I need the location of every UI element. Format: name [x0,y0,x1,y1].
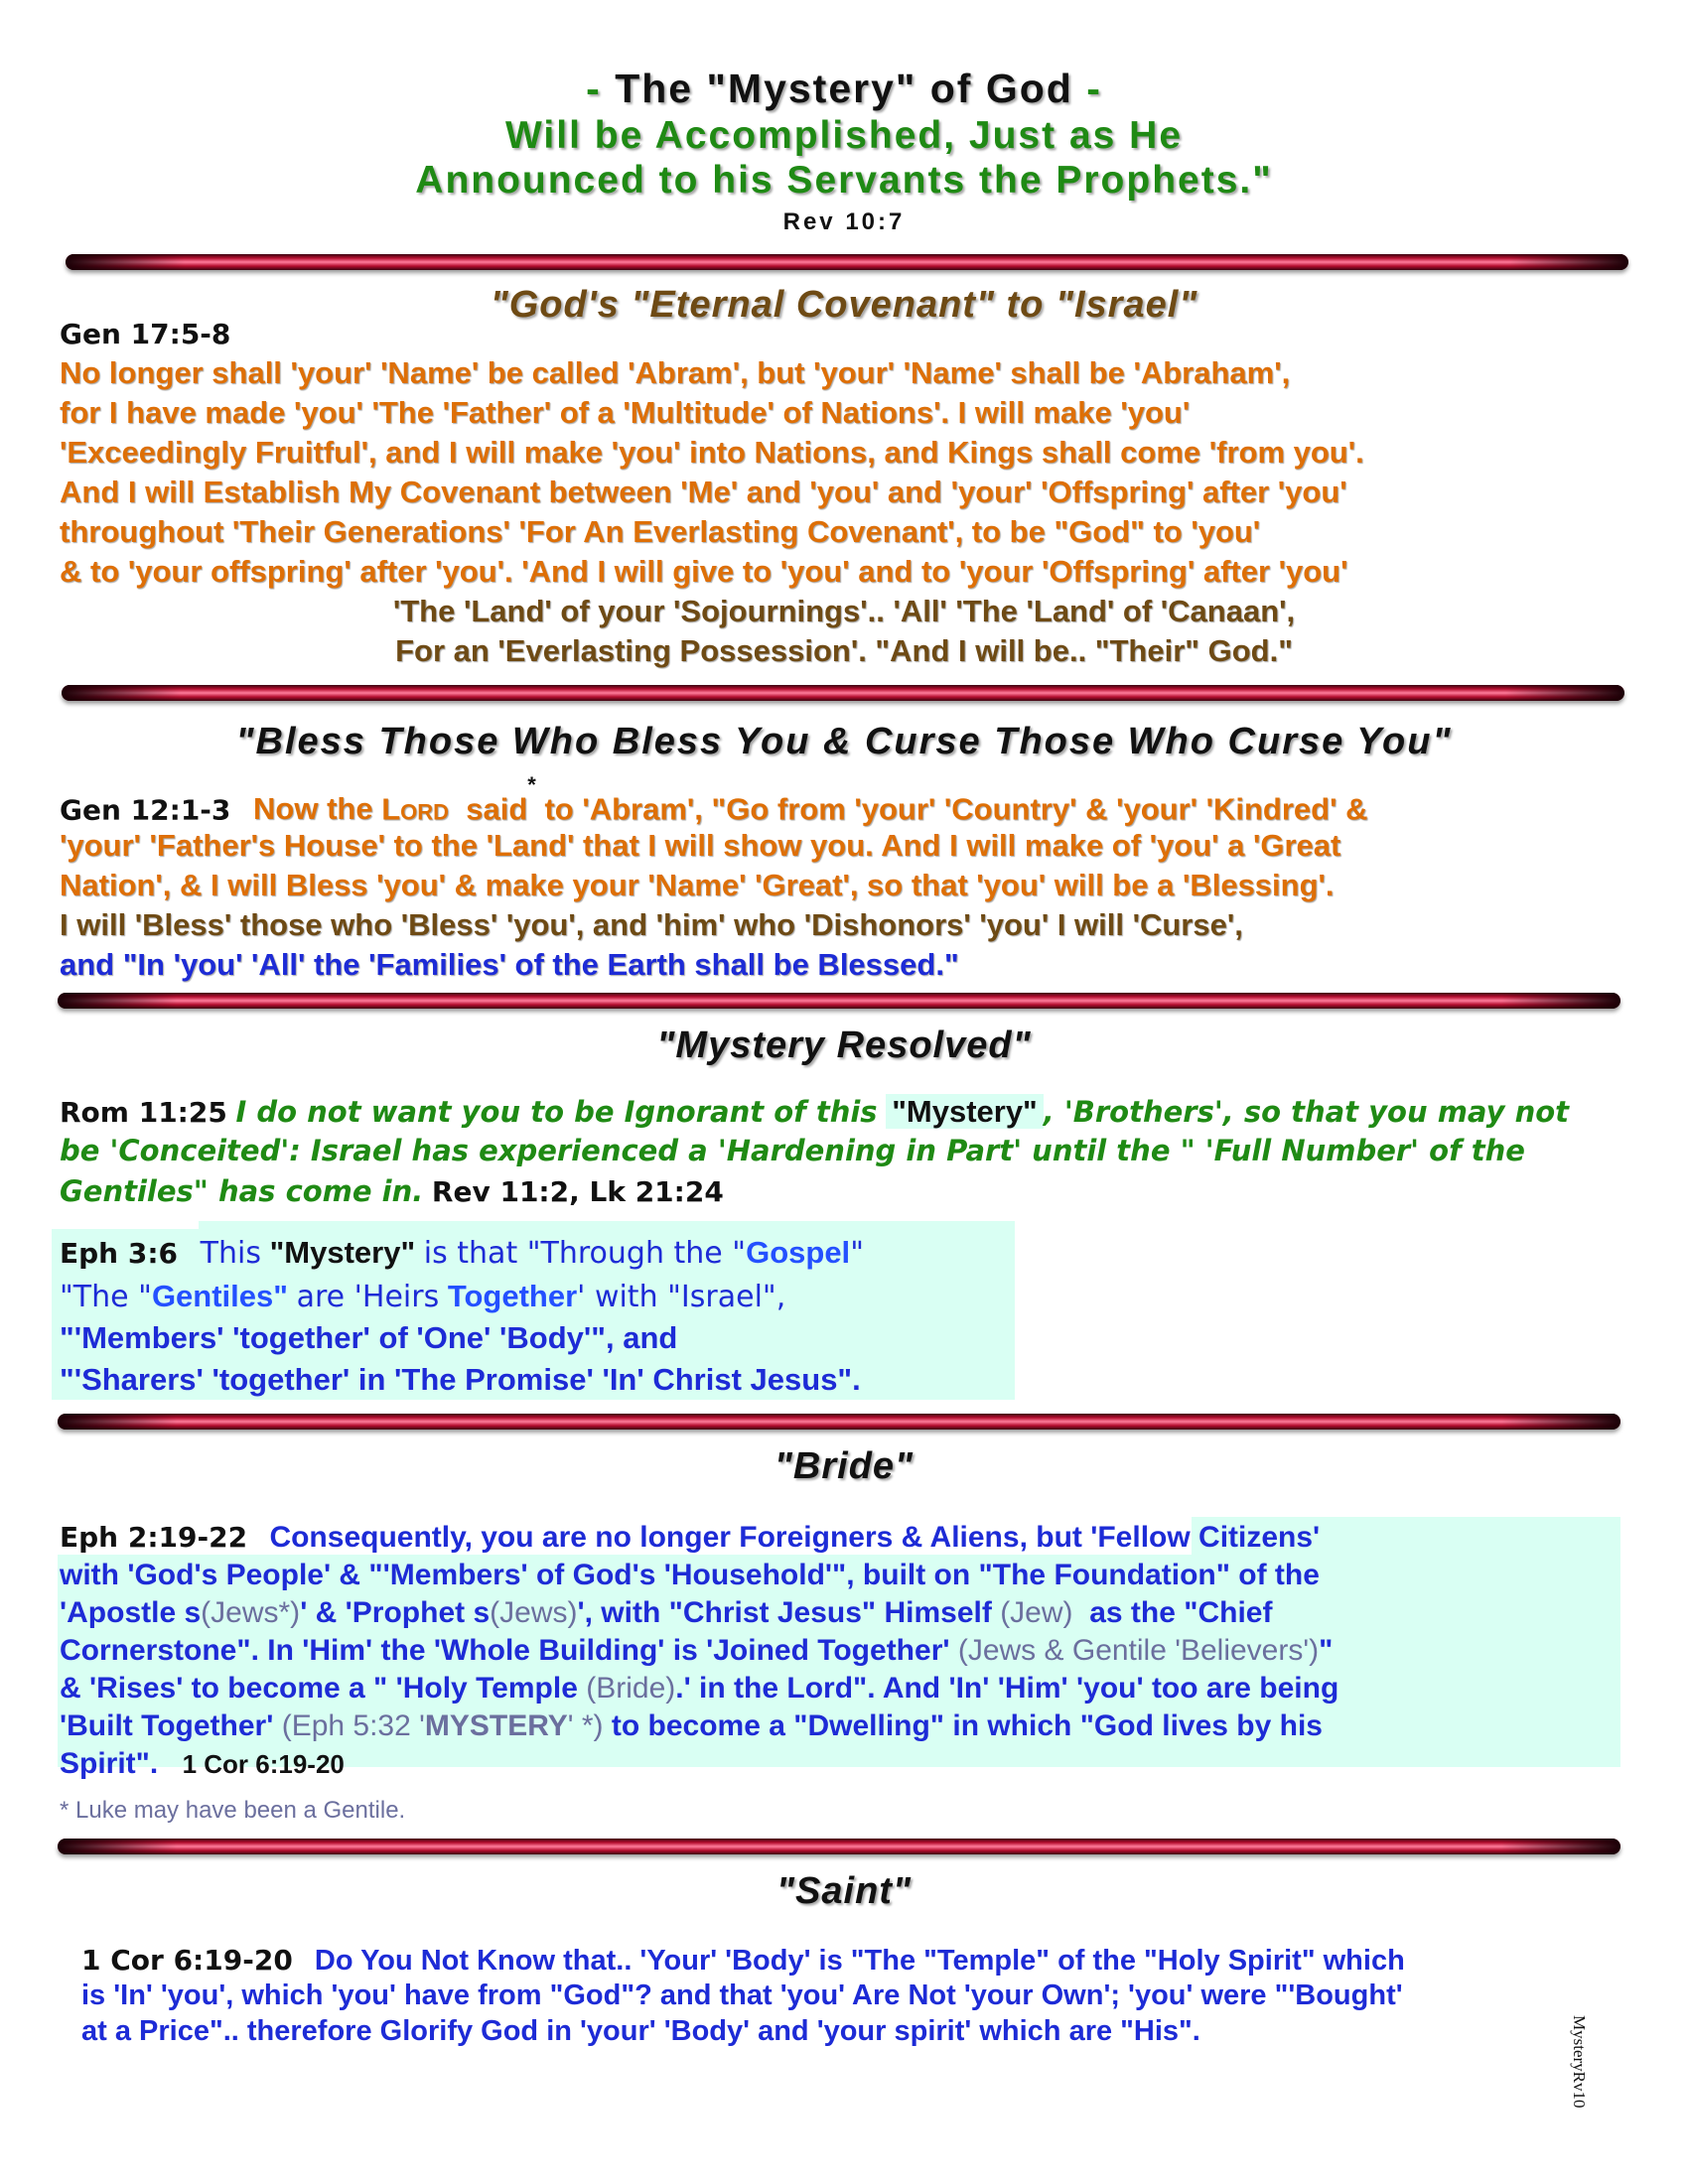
lord-initial: L [381,791,401,827]
rom-reference: Rom 11:25 [60,1096,227,1129]
bride-line-3-jews-1: (Jews*) [201,1596,301,1629]
bride-line-1-b: but 'Fellow Citizens' [1027,1521,1321,1554]
bride-line-3 [60,1596,1272,1630]
rom-line-3-text: Gentiles" has come in. [60,1174,424,1208]
bride-line-6 [60,1709,1323,1743]
covenant-reference: Gen 17:5-8 [60,318,231,350]
bride-line-5-b: .' in the Lord". And 'In' 'Him' 'you' too are being [675,1672,1339,1705]
bless-title: "Bless Those Who Bless You & Curse Those Who Curse You" [235,721,1453,762]
bless-line-5: and "In 'you' 'All' the 'Families' of the Earth shall be Blessed." [60,947,959,982]
bless-reference: Gen 12:1-3 [60,793,231,827]
bride-line-3-jew: (Jew) [991,1596,1073,1629]
covenant-title: "God's "Eternal Covenant" to "Israel" [490,284,1198,326]
header-reference: Rev 10:7 [782,208,906,235]
bride-line-7-reference: 1 Cor 6:19-20 [182,1749,345,1779]
bride-line-6-b: to become a "Dwelling" in which "God lives by his [603,1709,1323,1742]
bride-line-7 [60,1747,345,1781]
bride-line-5 [60,1672,1338,1706]
divider-5 [58,1839,1620,1854]
subtitle-line-1: Will be Accomplished, Just as He [504,114,1184,157]
bride-line-3-jews-2: (Jews) [490,1596,578,1629]
side-file-label: MysteryRv10 [1570,2015,1589,2109]
rom-text-b: , 'Brothers', so that you may not [1043,1095,1570,1129]
bride-line-6-a: 'Built Together' [60,1709,274,1742]
rom-line-2: be 'Conceited': Israel has experienced a 'Hardening in Part' until the " 'Full Number' of the [60,1134,1525,1167]
bride-line-4-b: " [1319,1634,1334,1667]
bless-asterisk: * [527,772,536,797]
bless-line-4: I will 'Bless' those who 'Bless' 'you', and 'him' who 'Dishonors' 'you' I will 'Curse', [60,907,1243,942]
bless-line-1-b: said [449,791,528,827]
covenant-closing-2: For an 'Everlasting Possession'. "And I will be.. "Their" God." [395,633,1293,668]
eph-3-6-mystery: "Mystery" [269,1235,416,1270]
divider-1 [66,254,1628,270]
bride-reference: Eph 2:19-22 [60,1521,248,1554]
bride-line-3-a: 'Apostle s [60,1596,202,1629]
bride-line-7-a: Spirit". [60,1747,159,1780]
eph-3-6-text-b: is that "Through the " [423,1236,747,1271]
covenant-line-5: throughout 'Their Generations' 'For An Everlasting Covenant', to be "God" to 'you' [60,514,1261,549]
rom-text-a: I do not want you to be Ignorant of this [235,1095,878,1129]
saint-reference: 1 Cor 6:19-20 [81,1944,293,1977]
bless-line-1-a: Now the [253,791,382,827]
bless-line-3: Nation', & I will Bless 'you' & make your 'Name' 'Great', so that 'you' will be a 'Blessing'. [60,868,1335,902]
saint-line-3: at a Price".. therefore Glorify God in 'your' 'Body' and 'your spirit' which are "His". [81,2015,1200,2047]
eph-3-6-text-c: " [850,1236,864,1271]
divider-3 [58,993,1620,1009]
eph-3-6-line-2 [60,1279,785,1314]
bride-line-6-mystery: MYSTERY [424,1709,568,1742]
page-title [0,66,1688,112]
bride-line-6-grey-2: ' *) [567,1709,604,1742]
title-dash-left: - [586,66,602,111]
bride-line-4-grey: (Jews & Gentile 'Believers') [949,1634,1320,1667]
divider-4 [58,1414,1620,1430]
mystery-resolved-title: "Mystery Resolved" [656,1024,1032,1066]
rom-line-1 [60,1094,1569,1130]
eph-3-6-reference: Eph 3:6 [60,1237,179,1270]
eph-3-6-line-2-b: are 'Heirs [296,1280,440,1314]
saint-line-1 [81,1944,1405,1978]
bride-line-2: with 'God's People' & "'Members' of God's 'Household'", built on "The Foundation" of the [60,1559,1320,1591]
saint-line-1-text: Do You Not Know that.. 'Your' 'Body' is "The "Temple" of the "Holy Spirit" which [314,1945,1405,1977]
title-text: The "Mystery" of God [615,66,1073,111]
bride-line-5-a: & 'Rises' to become a " 'Holy Temple [60,1672,578,1705]
bride-line-3-b: ' & 'Prophet s [300,1596,491,1629]
bride-title: "Bride" [774,1445,914,1487]
divider-2 [62,685,1624,701]
rom-cross-references: Rev 11:2, Lk 21:24 [431,1175,724,1208]
covenant-line-6: & to 'your offspring' after 'you'. 'And I will give to 'you' and to 'your 'Offspring' after 'you' [60,554,1348,589]
covenant-line-3: 'Exceedingly Fruitful', and I will make 'you' into Nations, and Kings shall come 'from you'. [60,435,1364,470]
saint-title: "Saint" [776,1870,912,1912]
eph-3-6-line-3: "'Members' 'together' of 'One' 'Body'", and [60,1320,678,1355]
bride-line-4 [60,1634,1333,1668]
eph-3-6-line-2-c: ' with "Israel", [577,1280,786,1314]
covenant-line-4: And I will Establish My Covenant between 'Me' and 'you' and 'your' 'Offspring' after 'you' [60,475,1347,509]
bride-line-3-d: as the "Chief [1072,1596,1273,1629]
eph-3-6-highlight-tab [199,1221,1015,1233]
eph-3-6-text-a: This [200,1236,261,1271]
bless-line-2: 'your' 'Father's House' to the 'Land' that I will show you. And I will make of 'you' a 'Great [60,828,1341,863]
subtitle-line-2: Announced to his Servants the Prophets." [415,159,1273,202]
eph-3-6-together: Together [447,1279,578,1313]
bride-line-1 [60,1521,1320,1555]
rom-mystery-highlight: "Mystery" [886,1094,1044,1129]
bride-line-5-grey: (Bride) [577,1672,676,1705]
covenant-line-2: for I have made 'you' 'The 'Father' of a 'Multitude' of Nations'. I will make 'you' [60,395,1191,430]
eph-3-6-gentiles: Gentiles" [151,1279,288,1313]
eph-3-6-line-1 [60,1235,864,1271]
bride-line-6-grey: (Eph 5:32 ' [273,1709,425,1742]
covenant-line-1: No longer shall 'your' 'Name' be called 'Abram', but 'your' 'Name' shall be 'Abraham', [60,355,1291,390]
bride-line-1-a: Consequently, you are no longer Foreigners & Aliens, [269,1521,1028,1554]
eph-3-6-line-4: "'Sharers' 'together' in 'The Promise' 'In' Christ Jesus". [60,1362,861,1397]
covenant-closing-1: 'The 'Land' of your 'Sojournings'.. 'All' 'The 'Land' of 'Canaan', [392,594,1296,628]
bride-line-3-c: ', with "Christ Jesus" Himself [577,1596,992,1629]
title-dash-right: - [1086,66,1102,111]
bride-line-4-a: Cornerstone". In 'Him' the 'Whole Building' is 'Joined Together' [60,1634,950,1667]
rom-line-3 [60,1173,724,1209]
saint-line-2: is 'In' 'you', which 'you' have from "God"? and that 'you' Are Not 'your Own'; 'you' were "'Bought' [81,1979,1403,2011]
bride-footnote: * Luke may have been a Gentile. [60,1797,406,1824]
bless-line-1 [60,772,1368,827]
eph-3-6-gospel: Gospel [746,1235,851,1270]
bless-line-1-c: to 'Abram', "Go from 'your' 'Country' & 'your' 'Kindred' & [535,791,1368,827]
eph-3-6-line-2-a: "The " [60,1280,152,1314]
lord-smallcaps: ORD [400,799,450,825]
